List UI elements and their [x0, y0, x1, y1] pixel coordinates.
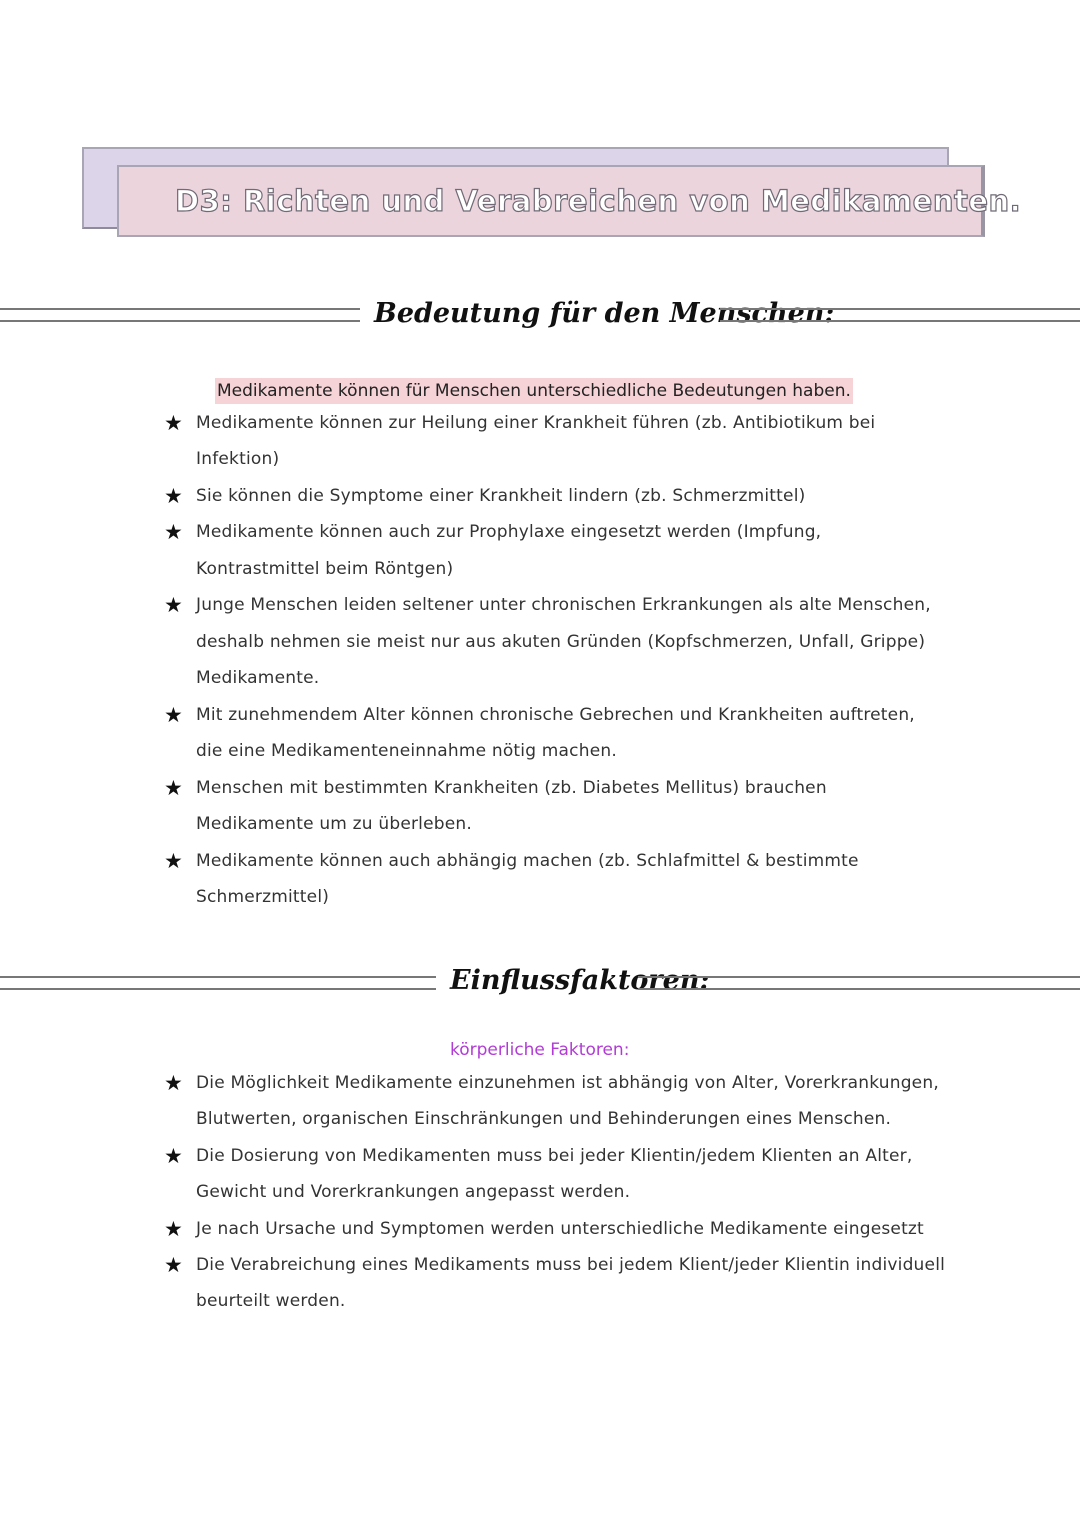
star-icon: ★ [164, 1217, 183, 1241]
list-item-line: deshalb nehmen sie meist nur aus akuten Gründen (Kopfschmerzen, Unfall, Grippe) [196, 632, 926, 652]
list-item-line: Medikamente um zu überleben. [196, 814, 472, 834]
list-item-line: Die Verabreichung eines Medikaments muss bei jedem Klient/jeder Klientin individuell [196, 1255, 946, 1275]
star-icon: ★ [164, 703, 183, 727]
list-item-line: Medikamente. [196, 668, 320, 688]
list-item-line: Kontrastmittel beim Röntgen) [196, 559, 454, 579]
section2-heading: Einflussfaktoren: [450, 965, 710, 996]
section1-heading: Bedeutung für den Menschen: [374, 298, 835, 329]
star-icon: ★ [164, 1144, 183, 1168]
list-item-line: Infektion) [196, 449, 280, 469]
list-item-line: Blutwerten, organischen Einschränkungen und Behinderungen eines Menschen. [196, 1109, 892, 1129]
section2-subheading: körperliche Faktoren: [450, 1040, 630, 1060]
star-icon: ★ [164, 1253, 183, 1277]
list-item-line: Junge Menschen leiden seltener unter chronischen Erkrankungen als alte Menschen, [196, 595, 931, 615]
star-icon: ★ [164, 411, 183, 435]
section1-rule-right [720, 308, 1080, 322]
section2-rule-right [638, 976, 1080, 990]
title-banner [117, 165, 1022, 237]
list-item-line: Medikamente können auch abhängig machen (zb. Schlafmittel & bestimmte [196, 851, 859, 871]
section1-rule-left [0, 308, 360, 322]
list-item-line: Gewicht und Vorerkrankungen angepasst werden. [196, 1182, 631, 1202]
section2-rule-left [0, 976, 436, 990]
star-icon: ★ [164, 849, 183, 873]
list-item-line: Medikamente können zur Heilung einer Krankheit führen (zb. Antibiotikum bei [196, 413, 876, 433]
section1-intro: Medikamente können für Menschen unterschiedliche Bedeutungen haben. [215, 378, 853, 404]
star-icon: ★ [164, 1071, 183, 1095]
list-item-line: Menschen mit bestimmten Krankheiten (zb. Diabetes Mellitus) brauchen [196, 778, 827, 798]
star-icon: ★ [164, 484, 183, 508]
list-item-line: beurteilt werden. [196, 1291, 346, 1311]
star-icon: ★ [164, 520, 183, 544]
list-item-line: Medikamente können auch zur Prophylaxe eingesetzt werden (Impfung, [196, 522, 822, 542]
list-item-line: Die Dosierung von Medikamenten muss bei jeder Klientin/jedem Klienten an Alter, [196, 1146, 913, 1166]
list-item-line: die eine Medikamenteneinnahme nötig machen. [196, 741, 617, 761]
list-item-line: Je nach Ursache und Symptomen werden unterschiedliche Medikamente eingesetzt [196, 1219, 924, 1239]
star-icon: ★ [164, 776, 183, 800]
star-icon: ★ [164, 593, 183, 617]
page-title: D3: Richten und Verabreichen von Medikamenten. [175, 184, 1022, 218]
list-item-line: Mit zunehmendem Alter können chronische Gebrechen und Krankheiten auftreten, [196, 705, 915, 725]
list-item-line: Die Möglichkeit Medikamente einzunehmen ist abhängig von Alter, Vorerkrankungen, [196, 1073, 939, 1093]
list-item-line: Schmerzmittel) [196, 887, 330, 907]
list-item-line: Sie können die Symptome einer Krankheit lindern (zb. Schmerzmittel) [196, 486, 806, 506]
